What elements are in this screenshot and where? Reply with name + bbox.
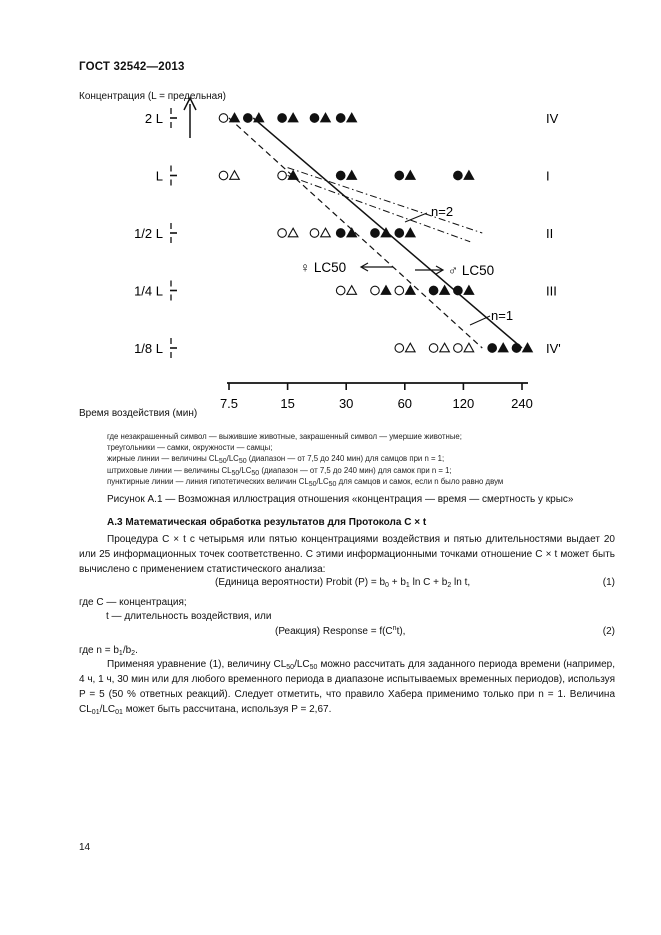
point-filled-triangle: [406, 171, 416, 180]
x-axis-title: Время воздействия (мин): [79, 408, 198, 419]
row-label: II: [546, 226, 554, 241]
point-filled-triangle: [288, 113, 298, 122]
point-filled-triangle: [254, 113, 264, 122]
point-filled-circle: [454, 171, 463, 180]
point-open-circle: [219, 114, 228, 123]
point-open-circle: [310, 229, 319, 238]
point-filled-triangle: [347, 113, 357, 122]
row-label: IV: [546, 111, 559, 126]
point-open-circle: [371, 286, 380, 295]
section-title: А.3 Математическая обработка результатов для Протокола C × t: [107, 517, 427, 528]
chart-axes: [134, 98, 533, 411]
point-filled-triangle: [230, 113, 240, 122]
point-open-triangle: [230, 171, 240, 180]
point-filled-triangle: [440, 286, 450, 295]
point-open-triangle: [440, 343, 450, 352]
standard-header: ГОСТ 32542—2013: [79, 61, 185, 73]
n2-pointer: [405, 213, 427, 222]
annotation-male-lc50: ♂ LC50: [448, 263, 495, 278]
x-tick-label: 60: [397, 396, 413, 411]
legend-line-symbols: где незакрашенный символ — выжившие животные, закрашенный символ — умершие животные;: [107, 432, 462, 441]
x-tick-label: 7.5: [219, 396, 239, 411]
row-label: III: [546, 283, 557, 299]
paragraph-procedure: Процедура C × t с четырьмя или пятью концентрациями воздействия и пятью длительностями выдает 20 или 25 информационных точек соответственно. С этими информационными точками отношение C × t может быть вычислено с применением статистического анализа:: [79, 534, 615, 575]
x-tick-label: 240: [511, 396, 533, 411]
point-filled-circle: [278, 114, 287, 123]
point-filled-circle: [310, 114, 319, 123]
point-filled-circle: [429, 286, 438, 295]
row-label: IV': [546, 341, 561, 356]
point-filled-triangle: [464, 286, 474, 295]
point-filled-circle: [244, 114, 253, 123]
point-filled-circle: [371, 229, 380, 238]
point-open-triangle: [464, 343, 474, 352]
point-filled-circle: [488, 344, 497, 353]
point-filled-circle: [395, 229, 404, 238]
point-open-triangle: [347, 286, 357, 295]
legend-line-dashed: штриховые линии — величины $CL_{50}/LC_{50}$ (диапазон — от 7,5 до 240 мин) для самок при n = 1;: [107, 465, 452, 477]
point-open-circle: [395, 344, 404, 353]
point-open-circle: [336, 286, 345, 295]
x-tick-label: 120: [452, 396, 475, 411]
x-tick-label: 30: [338, 396, 354, 411]
point-filled-circle: [336, 229, 345, 238]
line-female-lc50: [229, 118, 482, 348]
legend-line-shapes: треугольники — самки, окружности — самцы;: [107, 443, 273, 453]
paragraph-application: Применяя уравнение (1), величину $CL_{50}/LC_{50}$ можно рассчитать для заданного периода времени (например, 4 ч, 1 ч, 30 мин или для любого временного периода в диапазоне испытываемых временных периодов), используя P = 5 (50 % ответных реакций). Следует отметить, что правило Хабера применимо только при n = 1. Величина $CL_{01}/LC_{01}$ может быть рассчитана, используя P = 2,67.: [79, 659, 615, 716]
point-filled-circle: [395, 171, 404, 180]
figure-caption: Рисунок А.1 — Возможная иллюстрация отношения «концентрация — время — смертность у крыс»: [107, 494, 574, 505]
point-open-circle: [395, 286, 404, 295]
where-concentration: где C — концентрация;: [79, 597, 187, 608]
y-tick-label: L: [155, 168, 163, 184]
y-tick-label: 1/2 L: [134, 226, 163, 241]
point-open-circle: [429, 344, 438, 353]
point-filled-triangle: [523, 343, 533, 352]
line-n2-male: [288, 168, 483, 233]
annotation-n2: n=2: [431, 204, 454, 219]
point-filled-circle: [512, 344, 521, 353]
y-tick-label: 2 L: [144, 111, 163, 126]
chart: [0, 0, 661, 420]
annotation-female-lc50: ♀ LC50: [300, 260, 347, 275]
legend-line-solid: жирные линии — величины $CL_{50}/LC_{50}$ (диапазон — от 7,5 до 240 мин) для самцов при n = 1;: [107, 454, 445, 466]
y-axis-title: Концентрация (L = предельная): [79, 91, 226, 102]
point-filled-triangle: [406, 228, 416, 237]
point-filled-triangle: [381, 286, 391, 295]
point-open-circle: [454, 344, 463, 353]
figure-legend: [107, 431, 627, 487]
point-filled-circle: [336, 171, 345, 180]
point-filled-triangle: [347, 171, 357, 180]
legend-line-dotted: пунктирные линии — линия гипотетических величин $CL_{50}/LC_{50}$ для самцов и самок, если n было равно двум: [107, 476, 504, 488]
equation-1-number: (1): [602, 577, 615, 588]
n1-pointer: [470, 316, 490, 325]
point-open-triangle: [406, 343, 416, 352]
y-tick-label: 1/4 L: [134, 283, 163, 299]
page-number: 14: [79, 842, 91, 853]
point-filled-triangle: [321, 113, 331, 122]
point-filled-triangle: [288, 171, 298, 180]
y-tick-label: 1/8 L: [134, 341, 163, 356]
point-filled-circle: [454, 286, 463, 295]
annotation-n1: n=1: [491, 308, 514, 323]
point-filled-triangle: [406, 286, 416, 295]
point-open-triangle: [288, 228, 298, 237]
equation-2-number: (2): [602, 626, 615, 637]
point-filled-triangle: [464, 171, 474, 180]
where-duration: t — длительность воздействия, или: [106, 611, 272, 622]
point-open-circle: [278, 171, 287, 180]
x-tick-label: 15: [280, 396, 295, 411]
point-open-circle: [278, 229, 287, 238]
point-open-circle: [219, 171, 228, 180]
point-filled-triangle: [498, 343, 508, 352]
point-open-triangle: [321, 228, 331, 237]
point-filled-circle: [336, 114, 345, 123]
row-label: I: [546, 168, 550, 184]
n-definition: где $n = b_1/b_2$.: [79, 645, 138, 657]
